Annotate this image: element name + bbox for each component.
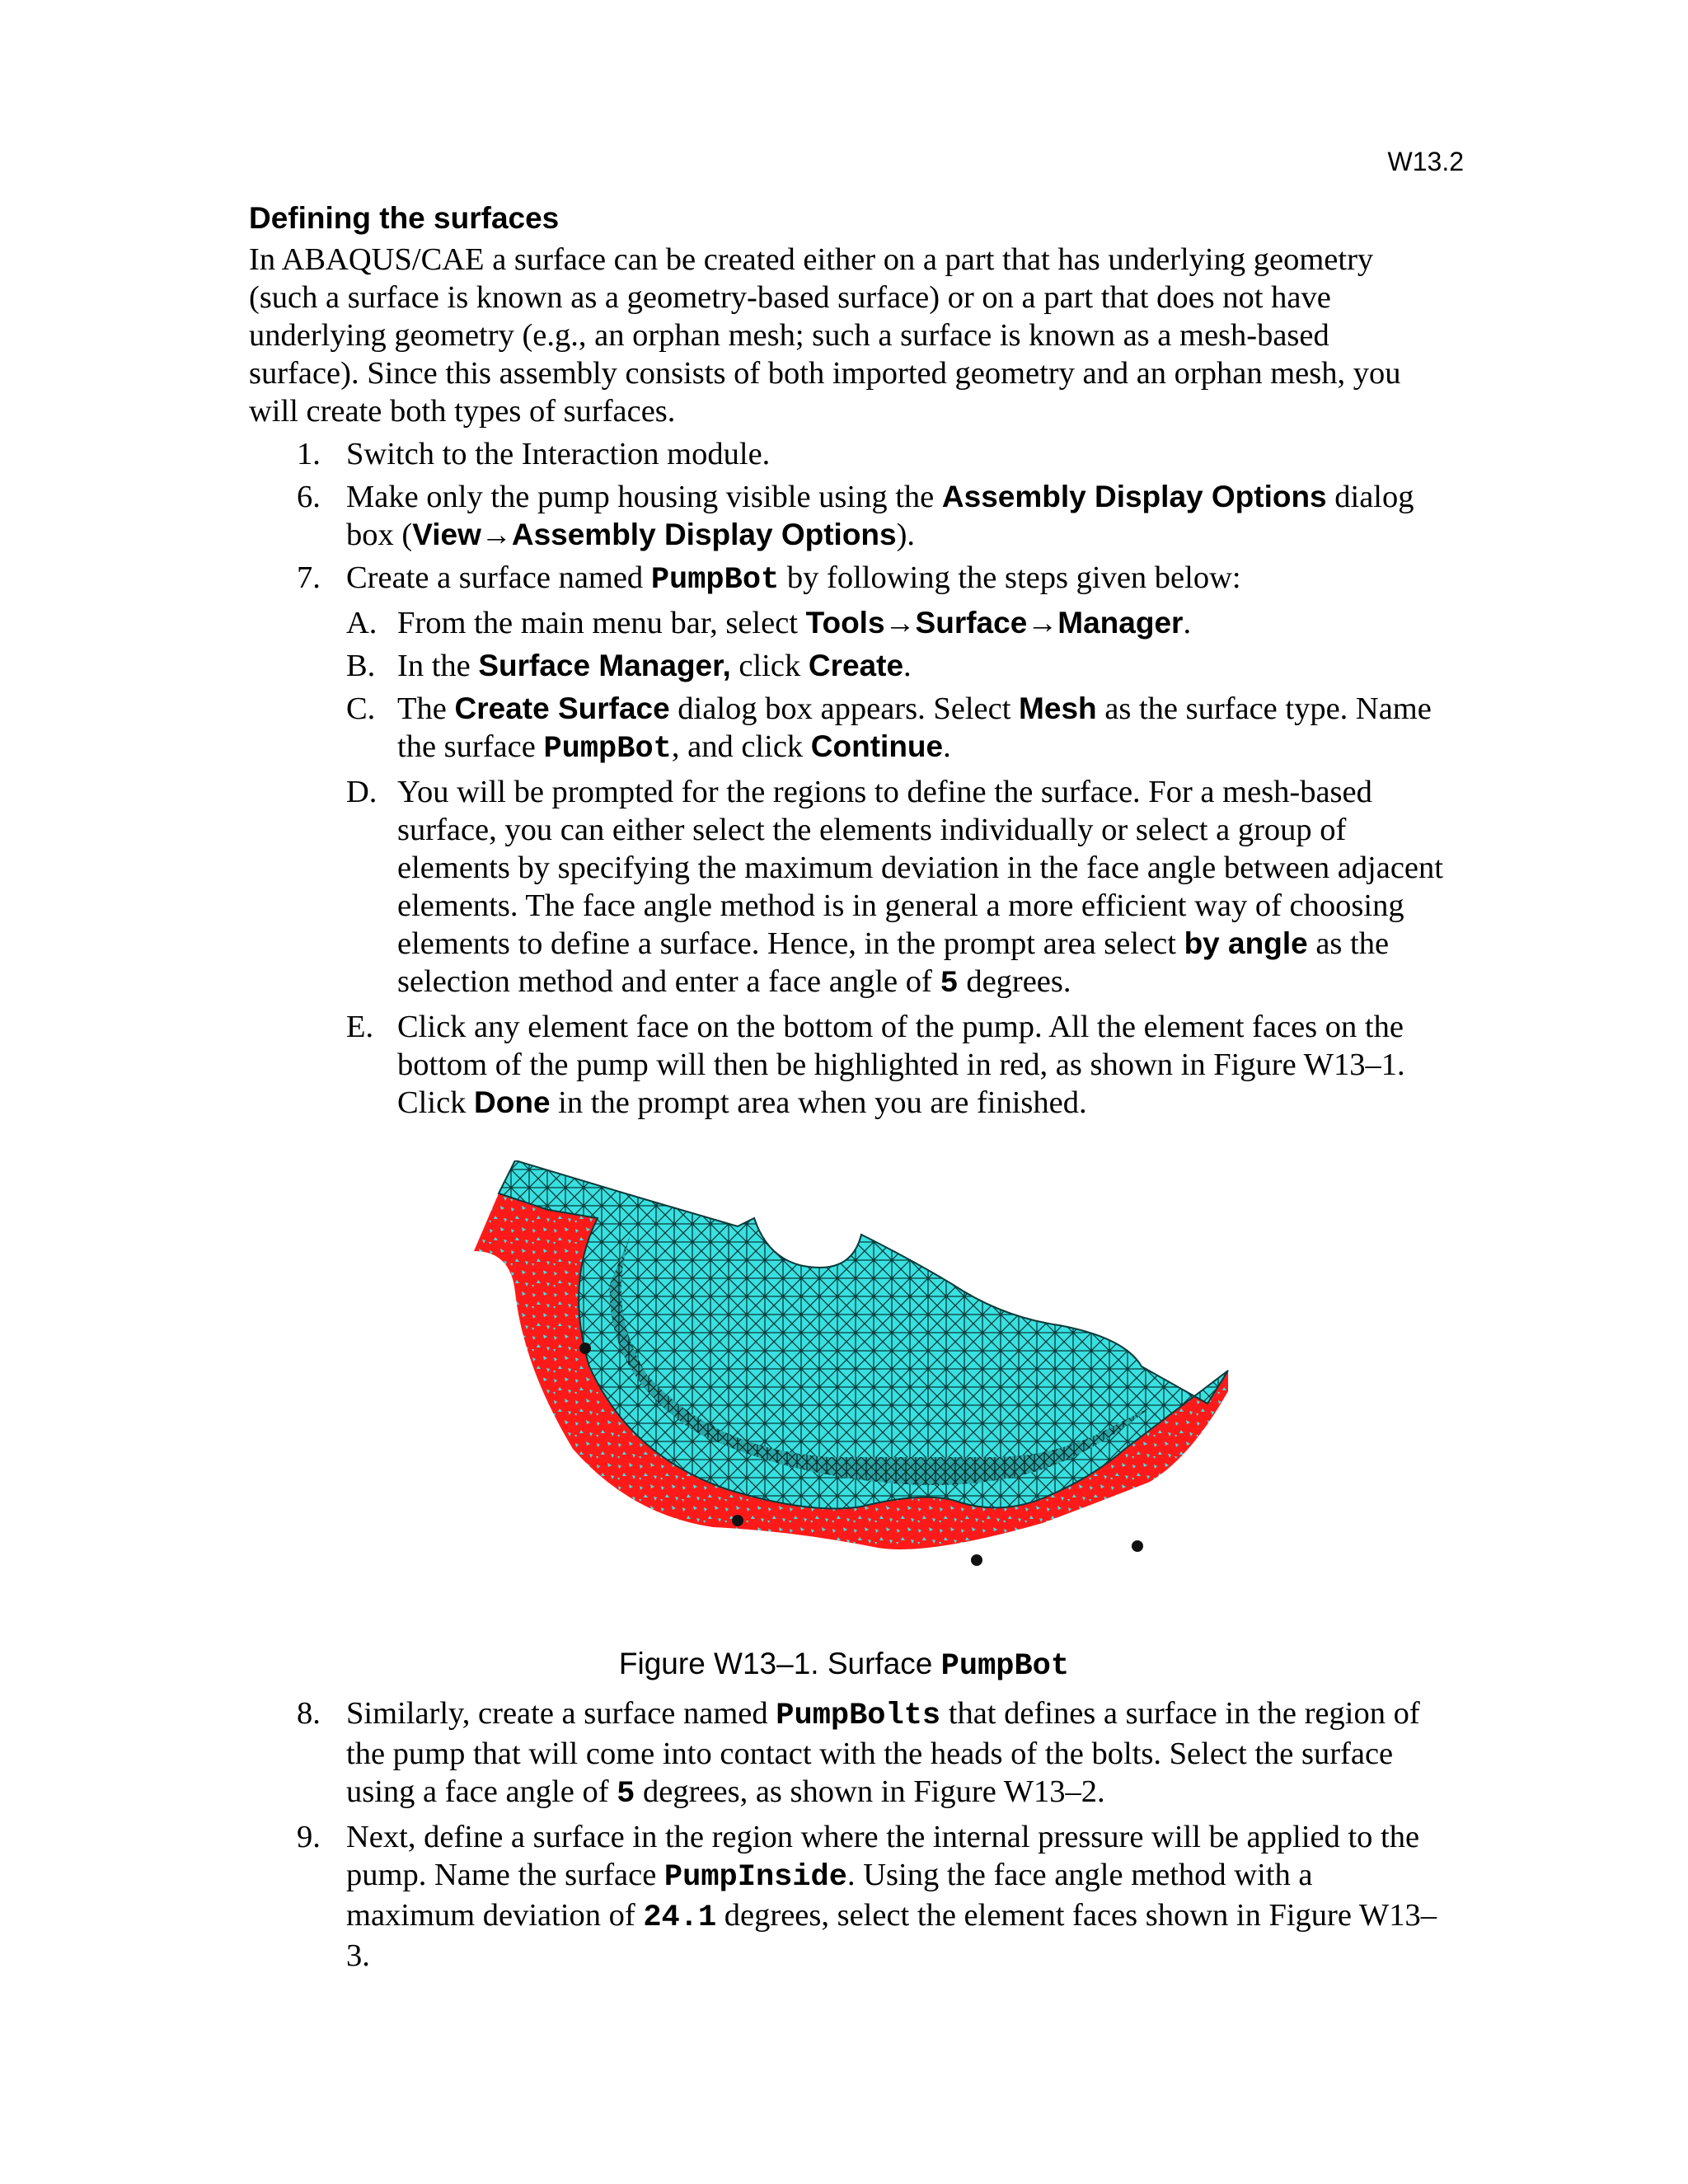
step-text: Click any element face on the bottom of the pump. All the element faces on the bottom of the pump will then be highlighted in red, as shown in Figure W13–1. Click: [397, 1010, 1405, 1120]
step-number: A.: [346, 606, 377, 640]
pump-mesh-image: [466, 1160, 1232, 1622]
step-text: click: [730, 649, 809, 683]
code-term: 24.1: [643, 1900, 717, 1935]
step-text: Next, define a surface in the region where the internal pressure will be applied to the pump. Name the surface: [346, 1820, 1420, 1892]
step-text: degrees, as shown in Figure W13–2.: [635, 1774, 1105, 1809]
step-text: ).: [896, 518, 916, 552]
step-number: 6.: [297, 480, 321, 514]
ui-term: Surface Manager,: [478, 649, 731, 682]
step-text: , and click: [671, 729, 811, 764]
step-text: Switch to the Interaction module.: [346, 437, 771, 471]
intro-paragraph: In ABAQUS/CAE a surface can be created either on a part that has underlying geometry (such a surface is known as a geometry-based surface) or on a part that does not have underlying geometry (e.g., an orphan mesh; such a surface is known as a mesh-based surface). Since this assembly consists of both imported geometry and an orphan mesh, you will create both types of surfaces.: [249, 242, 1401, 429]
ui-term: Mesh: [1019, 691, 1097, 725]
substep-a: [249, 604, 1444, 642]
step-text: degrees.: [958, 964, 1071, 999]
code-term: PumpBot: [543, 732, 672, 766]
code-term: PumpBot: [650, 563, 780, 598]
step-text: .: [903, 649, 912, 683]
step-9: [249, 1818, 1444, 1975]
step-number: 1.: [297, 437, 321, 471]
code-term: PumpInside: [663, 1860, 847, 1895]
step-text: as the selection method and enter a face angle of: [397, 926, 1390, 999]
step-text: .: [943, 729, 951, 764]
step-8: [249, 1694, 1444, 1813]
caption-text: Figure W13–1. Surface: [618, 1647, 941, 1680]
code-term: 5: [940, 967, 959, 1001]
document-body: [249, 196, 1444, 1122]
ui-term: Create: [808, 649, 904, 682]
step-number: 9.: [297, 1820, 321, 1854]
step-text: Create a surface named: [346, 560, 651, 595]
step-text: in the prompt area when you are finished.: [550, 1085, 1087, 1120]
ui-term: View→Assembly Display Options: [412, 518, 897, 551]
substep-c: [249, 690, 1444, 768]
caption-code: PumpBot: [940, 1649, 1070, 1684]
bolt-hole: [971, 1554, 982, 1566]
step-text: The: [397, 691, 455, 726]
ui-term: Continue: [810, 729, 944, 763]
step-number: 7.: [297, 560, 321, 595]
step-text: In the: [397, 649, 479, 683]
step-text: Make only the pump housing visible using the: [346, 480, 942, 514]
ui-term: Assembly Display Options: [941, 480, 1327, 513]
document-body-continued: [249, 1690, 1444, 1975]
ui-term: Tools→Surface→Manager: [805, 606, 1184, 640]
substep-d: [249, 773, 1444, 1003]
code-term: 5: [617, 1777, 635, 1811]
figure-caption: [0, 1645, 1688, 1685]
code-term: PumpBolts: [776, 1699, 941, 1733]
step-6: [249, 478, 1444, 554]
ui-term: by angle: [1184, 926, 1308, 960]
bolt-hole: [1132, 1540, 1143, 1552]
step-number: C.: [346, 691, 376, 726]
section-heading: Defining the surfaces: [249, 201, 560, 235]
step-number: D.: [346, 775, 377, 809]
step-text: dialog box (: [346, 480, 1414, 552]
step-text: From the main menu bar, select: [397, 606, 806, 640]
step-number: 8.: [297, 1696, 321, 1731]
ui-term: Create Surface: [454, 691, 670, 725]
step-number: E.: [346, 1010, 374, 1044]
pump-mesh-figure: [466, 1160, 1232, 1622]
step-text: degrees, select the element faces shown in Figure W13–3.: [346, 1898, 1437, 1973]
step-7: [249, 559, 1444, 599]
bolt-hole: [732, 1515, 743, 1526]
page-number: W13.2: [1387, 147, 1464, 176]
step-text: as the surface type. Name the surface: [397, 691, 1432, 764]
step-text: Similarly, create a surface named: [346, 1696, 776, 1731]
step-text: .: [1183, 606, 1192, 640]
step-text: dialog box appears. Select: [669, 691, 1020, 726]
step-text: by following the steps given below:: [779, 560, 1241, 595]
step-text: You will be prompted for the regions to define the surface. For a mesh-based surface, you can either select the elements individually or select a group of elements by specifying the maximum deviation in the face angle between adjacent elements. The face angle method is in general a more efficient way of choosing elements to define a surface. Hence, in the prompt area select: [397, 775, 1443, 961]
bolt-hole: [579, 1343, 591, 1354]
ui-term: Done: [474, 1085, 551, 1119]
substep-b: [249, 647, 1444, 685]
step-text: that defines a surface in the region of the pump that will come into contact with the heads of the bolts. Select the surface using a face angle of: [346, 1696, 1420, 1809]
step-number: B.: [346, 649, 376, 683]
step-text: . Using the face angle method with a maximum deviation of: [346, 1858, 1313, 1933]
step-1: [249, 435, 1444, 473]
substep-e: [249, 1008, 1444, 1122]
